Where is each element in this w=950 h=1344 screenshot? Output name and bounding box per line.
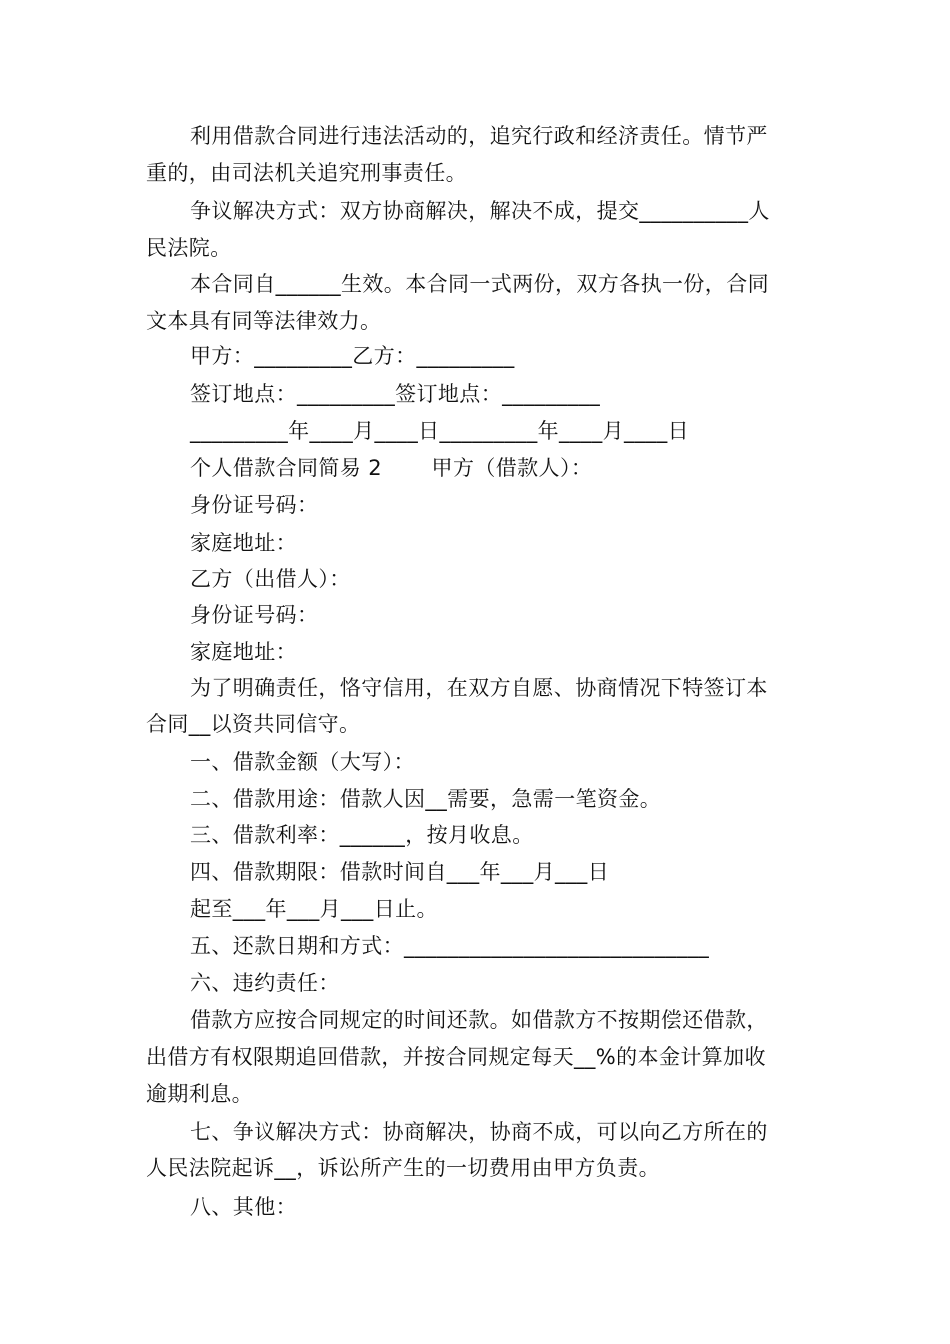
paragraph-line: 利用借款合同进行违法活动的，追究行政和经济责任。情节严 — [190, 124, 768, 148]
paragraph-line: 民法院。 — [146, 236, 232, 260]
paragraph-line: 人民法院起诉__，诉讼所产生的一切费用由甲方负责。 — [146, 1156, 660, 1180]
paragraph-line: 合同__以资共同信守。 — [146, 712, 361, 736]
paragraph-line: 本合同自______生效。本合同一式两份，双方各执一份，合同 — [190, 272, 769, 296]
field-line: 家庭地址： — [190, 531, 297, 555]
clause-line: 四、借款期限：借款时间自___年___月___日 — [190, 860, 610, 884]
paragraph-line: 文本具有同等法律效力。 — [146, 309, 382, 333]
signature-line: 签订地点：_________签订地点：_________ — [190, 382, 601, 406]
paragraph-line: 逾期利息。 — [146, 1082, 253, 1106]
clause-line: 二、借款用途：借款人因__需要，急需一笔资金。 — [190, 787, 662, 811]
signature-line: 甲方：_________乙方：_________ — [190, 344, 515, 368]
paragraph-line: 争议解决方式：双方协商解决，解决不成，提交__________人 — [190, 199, 770, 223]
clause-line: 一、借款金额（大写）： — [190, 750, 415, 774]
clause-line: 六、违约责任： — [190, 971, 340, 995]
clause-line: 八、其他： — [190, 1195, 297, 1219]
paragraph-line: 七、争议解决方式：协商解决，协商不成，可以向乙方所在的 — [190, 1120, 768, 1144]
clause-line: 起至___年___月___日止。 — [190, 897, 438, 921]
field-line: 乙方（出借人）： — [190, 567, 351, 591]
field-line: 身份证号码： — [190, 493, 319, 517]
paragraph-line: 借款方应按合同规定的时间还款。如借款方不按期偿还借款， — [190, 1008, 768, 1032]
paragraph-line: 重的，由司法机关追究刑事责任。 — [146, 161, 467, 185]
date-line: _________年____月____日_________年____月____日 — [190, 419, 689, 443]
clause-line: 三、借款利率：______，按月收息。 — [190, 823, 534, 847]
paragraph-line: 为了明确责任，恪守信用，在双方自愿、协商情况下特签订本 — [190, 676, 768, 700]
field-line: 家庭地址： — [190, 640, 297, 664]
section-heading: 个人借款合同简易 2 甲方（借款人）： — [190, 456, 593, 480]
paragraph-line: 出借方有权限期追回借款，并按合同规定每天__%的本金计算加收 — [146, 1045, 766, 1069]
clause-line: 五、还款日期和方式：____________________________ — [190, 934, 710, 958]
field-line: 身份证号码： — [190, 603, 319, 627]
